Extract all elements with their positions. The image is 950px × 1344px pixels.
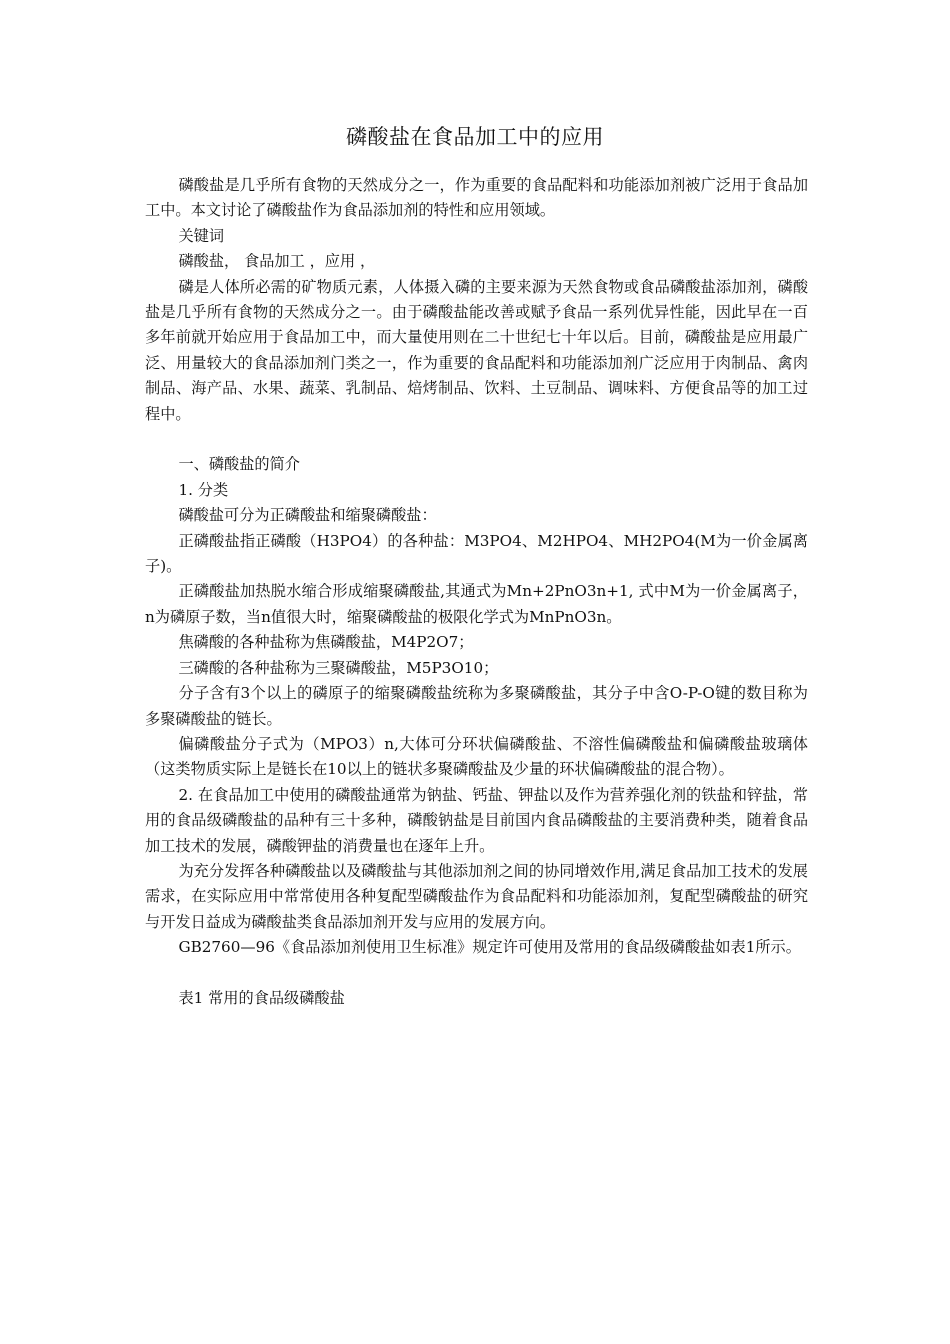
condensed-phosphate-paragraph: 正磷酸盐加热脱水缩合形成缩聚磷酸盐,其通式为Mn+2PnO3n+1, 式中M为一价金属离子，n为磷原子数，当n值很大时，缩聚磷酸盐的极限化学式为MnPnO3n。 xyxy=(145,582,808,626)
classification-paragraph: 磷酸盐可分为正磷酸盐和缩聚磷酸盐： xyxy=(178,506,437,525)
subsection-heading-classification: 1. 分类 xyxy=(178,480,229,499)
compound-phosphate-paragraph: 为充分发挥各种磷酸盐以及磷酸盐与其他添加剂之间的协同增效作用,满足食品加工技术的发展需求，在实际应用中常常使用各种复配型磷酸盐作为食品配料和功能添加剂，复配型磷酸盐的研究与开发日益成为磷酸盐类食品添加剂开发与应用的发展方向。 xyxy=(145,861,808,931)
orthophosphate-paragraph: 正磷酸盐指正磷酸（H3PO4）的各种盐：M3PO4、M2HPO4、MH2PO4(M为一价金属离子)。 xyxy=(145,531,808,576)
tripolyphosphate-paragraph: 三磷酸的各种盐称为三聚磷酸盐，M5P3O10； xyxy=(178,658,499,677)
abstract-paragraph: 磷酸盐是几乎所有食物的天然成分之一，作为重要的食品配料和功能添加剂被广泛用于食品加工中。本文讨论了磷酸盐作为食品添加剂的特性和应用领域。 xyxy=(145,176,808,220)
document-title: 磷酸盐在食品加工中的应用 xyxy=(346,125,604,149)
polyphosphate-paragraph: 分子含有3个以上的磷原子的缩聚磷酸盐统称为多聚磷酸盐，其分子中含O-P-O键的数目称为多聚磷酸盐的链长。 xyxy=(145,684,808,728)
standard-reference-paragraph: GB2760—96《食品添加剂使用卫生标准》规定许可使用及常用的食品级磷酸盐如表1所示。 xyxy=(178,938,801,957)
pyrophosphate-paragraph: 焦磷酸的各种盐称为焦磷酸盐，M4P2O7； xyxy=(178,633,474,652)
section-heading-introduction: 一、磷酸盐的简介 xyxy=(178,455,300,474)
document-body xyxy=(145,173,808,1011)
food-phosphate-salts-paragraph: 2. 在食品加工中使用的磷酸盐通常为钠盐、钙盐、钾盐以及作为营养强化剂的铁盐和锌盐，常用的食品级磷酸盐的品种有三十多种，磷酸钠盐是目前国内食品磷酸盐的主要消费种类，随着食品加工技术的发展，磷酸钾盐的消费量也在逐年上升。 xyxy=(145,785,808,855)
keywords-heading: 关键词 xyxy=(178,226,224,245)
keywords-list: 磷酸盐， 食品加工 ，应用 ， xyxy=(178,252,376,271)
table-caption: 表1 常用的食品级磷酸盐 xyxy=(178,988,345,1007)
intro-paragraph: 磷是人体所必需的矿物质元素，人体摄入磷的主要来源为天然食物或食品磷酸盐添加剂，磷酸盐是几乎所有食物的天然成分之一。由于磷酸盐能改善或赋予食品一系列优异性能，因此早在一百多年前就开始应用于食品加工中，而大量使用则在二十世纪七十年以后。目前，磷酸盐是应用最广泛、用量较大的食品添加剂门类之一，作为重要的食品配料和功能添加剂广泛应用于肉制品、禽肉制品、海产品、水果、蔬菜、乳制品、焙烤制品、饮料、土豆制品、调味料、方便食品等的加工过程中。 xyxy=(145,277,808,423)
metaphosphate-paragraph: 偏磷酸盐分子式为（MPO3）n,大体可分环状偏磷酸盐、不溶性偏磷酸盐和偏磷酸盐玻璃体（这类物质实际上是链长在10以上的链状多聚磷酸盐及少量的环状偏磷酸盐的混合物）。 xyxy=(145,734,808,779)
